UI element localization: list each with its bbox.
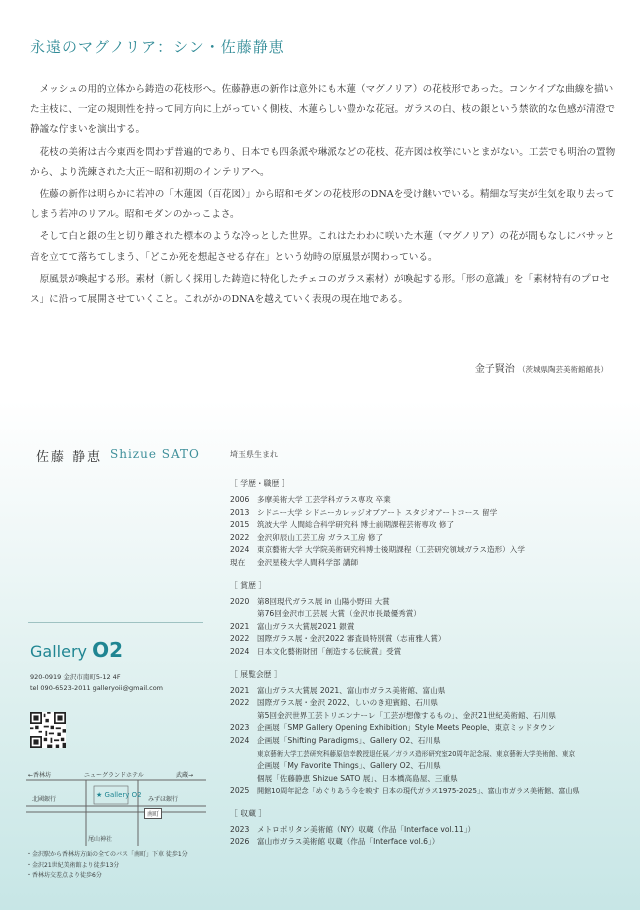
essay-paragraph: 花枝の美術は古今東西を問わず普遍的であり、日本でも四条派や琳派などの花枝、花卉図は枚挙にいとまがない。工芸でも明治の置物から、より洗練された大正〜昭和初期のインテリアへ。	[30, 146, 616, 178]
cv-year: 2021	[230, 621, 250, 631]
cv-text: 金沢卯辰山工芸工房 ガラス工房 修了	[257, 532, 384, 542]
cv-year: 2023	[230, 824, 250, 834]
cv-row	[230, 710, 630, 723]
cv-row	[230, 557, 630, 570]
cv-text: 開館10周年記念「めぐりあう今を映す 日本の現代ガラス1975-2025」、富山市ガラス美術館、富山県	[257, 786, 580, 796]
cv-text: 第76回金沢市工芸展 大賞（金沢市長最優秀賞）	[257, 609, 421, 619]
gallery-address: 920-0919 金沢市南町5-12 4F	[30, 673, 121, 681]
author-role: （茨城県陶芸美術館館長）	[518, 365, 608, 374]
cv-text: 富山ガラス大賞展2021 銀賞	[257, 621, 355, 631]
map-label-minamicho: 南町	[144, 808, 162, 819]
cv-year	[230, 710, 257, 723]
gallery-contact[interactable]: tel 090-6523-2011 galleryoii@gmail.com	[30, 684, 163, 692]
cv-row	[230, 685, 630, 698]
cv-row	[230, 836, 630, 849]
cv-row	[230, 773, 630, 786]
cv-year: 2026	[230, 837, 250, 847]
cv-row	[230, 722, 630, 735]
cv-row	[230, 748, 630, 761]
map-label-musashi: 武蔵→	[176, 772, 194, 779]
cv-row	[230, 697, 630, 710]
cv-year: 2022	[230, 634, 250, 644]
page-title: 永遠のマグノリア：シン・佐藤静恵	[30, 38, 285, 56]
access-note: ・金沢駅から香林坊方面の全てのバス「南町」下車 徒歩1分	[26, 851, 188, 858]
cv-year	[230, 773, 257, 786]
cv-row	[230, 760, 630, 773]
cv-year: 2015	[230, 520, 250, 530]
access-note: ・香林坊交差点より徒歩6分	[26, 872, 102, 879]
essay-paragraph: 佐藤の新作は明らかに若冲の「木蓮図（百花図）」から昭和モダンの花枝形のDNAを受け継いでいる。精細な写実が生気を取り去ってしまう若冲のリアル。昭和モダンのかっこよさ。	[30, 189, 615, 221]
cv-year	[230, 608, 257, 621]
cv-text: 企画展「SMP Gallery Opening Exhibition」Style Meets People、東京ミッドタウン	[257, 723, 556, 733]
map-label-mizuho-bank: みずほ銀行	[148, 796, 179, 803]
divider	[28, 622, 203, 623]
cv-text: 国際ガラス展・金沢2022 審査員特別賞（志甫雅人賞）	[257, 634, 446, 644]
essay-paragraph: そして白と銀の生と切り離された標本のような冷っとした世界。これはたわわに咲いた木蓮（マグノリア）の花が間もなしにバサッと音を立てて落ちてしまう、「どこか死を想起させる存在」という幼時の原風景が関わっている。	[30, 231, 615, 263]
cv-year: 2024	[230, 545, 250, 555]
cv-text: 個展「佐藤静恵 Shizue SATO 展」、日本橋高島屋、三重県	[257, 773, 458, 783]
cv-text: メトロポリタン美術館（NY）収蔵（作品「Interface vol.11」）	[257, 824, 476, 834]
cv-text: 富山ガラス大賞展 2021、富山市ガラス美術館、富山県	[257, 685, 446, 695]
star-icon: ★	[96, 791, 103, 799]
cv-text: 日本文化藝術財団「創造する伝統賞」受賞	[257, 646, 402, 656]
access-map	[26, 764, 206, 852]
cv-row	[230, 494, 630, 507]
essay-paragraph: メッシュの用的立体から鋳造の花枝形へ。佐藤静恵の新作は意外にも木蓮（マグノリア）の花枝形であった。コンケイブな曲線を描いた主枝に、一定の規則性を持って同方向に上がっていく側枝、木蓮らしい豊かな花冠。ガラスの白、枝の銀という禁欲的な色感が清澄で静謐な佇まいを演出する。	[30, 84, 615, 136]
map-gallery-marker	[96, 791, 142, 799]
artist-birthplace: 埼玉県生まれ	[230, 450, 278, 459]
cv-row	[230, 532, 630, 545]
cv-year: 2024	[230, 735, 250, 745]
cv-awards	[230, 580, 630, 659]
cv-year: 2025	[230, 786, 250, 796]
cv-text: 第8回現代ガラス展 in 山陽小野田 大賞	[257, 596, 390, 606]
section-heading: ［ 賞歴 ］	[230, 580, 267, 590]
cv-text: 金沢星稜大学人間科学部 講師	[257, 557, 359, 567]
cv-row	[230, 785, 630, 798]
map-label-hokkoku-bank: 北國銀行	[32, 796, 57, 803]
cv-row	[230, 735, 630, 748]
cv-text: 企画展「Shifting Paradigms」、Gallery O2、石川県	[257, 735, 441, 745]
cv-text: 筑波大学 人間総合科学研究科 博士前期課程芸術専攻 修了	[257, 520, 455, 530]
cv-year: 2022	[230, 698, 250, 708]
cv-text: 国際ガラス展・金沢 2022、しいのき迎賓館、石川県	[257, 698, 438, 708]
essay-paragraph: 原風景が喚起する形。素材（新しく採用した鋳造に特化したチェコのガラス素材）が喚起する形。「形の意識」を「素材特有のプロセス」に沿って展開させていくこと。これがかのDNAを越えていく表現の現在地である。	[30, 273, 610, 306]
cv-text: 東京藝術大学工芸研究科藤原信幸教授退任展／ガラス造形研究室20周年記念展、東京藝術大学美術館、東京	[257, 749, 576, 758]
section-heading: ［ 展覧会歴 ］	[230, 669, 282, 679]
cv-row	[230, 519, 630, 532]
author-name: 金子賢治	[474, 364, 515, 375]
map-gallery-label: Gallery O2	[104, 791, 142, 799]
section-heading: ［ 収蔵 ］	[230, 808, 267, 818]
cv-row	[230, 596, 630, 609]
cv-row	[230, 544, 630, 557]
map-label-oyama-shrine: 尾山神社	[88, 836, 113, 843]
cv-text: シドニー大学 シドニーカレッジオブアート スタジオアートコース 留学	[257, 507, 498, 517]
cv-text: 富山市ガラス美術館 収蔵（作品「Interface vol.6」）	[257, 837, 440, 847]
cv-row	[230, 646, 630, 659]
gallery-name: Gallery	[30, 642, 87, 661]
cv-year: 2022	[230, 532, 250, 542]
cv-text: 東京藝術大学 大学院美術研究科博士後期課程（工芸研究領域ガラス造形）入学	[257, 545, 525, 555]
cv-year: 2013	[230, 507, 250, 517]
gallery-address-block	[30, 672, 163, 694]
cv-row	[230, 608, 630, 621]
qr-code-icon[interactable]	[30, 712, 66, 748]
cv-text: 第5回金沢世界工芸トリエンナーレ「工芸が想像するもの」、金沢21世紀美術館、石川県	[257, 710, 556, 720]
artist-name: 佐藤 静恵	[36, 450, 103, 465]
cv-year: 2020	[230, 596, 250, 606]
artist-cv	[230, 478, 630, 859]
cv-text: 多摩美術大学 工芸学科ガラス専攻 卒業	[257, 495, 391, 504]
essay	[30, 80, 620, 312]
cv-row	[230, 621, 630, 634]
cv-collections	[230, 808, 630, 849]
access-note: ・金沢21世紀美術館より徒歩13分	[26, 861, 120, 869]
gallery-name-o2: O2	[92, 638, 123, 662]
access-notes	[26, 850, 188, 882]
cv-year: 2006	[230, 495, 250, 504]
map-label-korinbo: ←香林坊	[28, 772, 52, 779]
cv-row	[230, 507, 630, 520]
map-label-hotel: ニューグランドホテル	[84, 772, 144, 779]
cv-education	[230, 478, 630, 570]
artist-roman-name: Shizue SATO	[110, 447, 200, 461]
section-heading: ［ 学歴・職歴 ］	[230, 479, 290, 488]
cv-exhibitions	[230, 669, 630, 798]
cv-row	[230, 633, 630, 646]
cv-year	[230, 760, 257, 773]
cv-year: 2021	[230, 685, 250, 695]
cv-year: 2023	[230, 723, 250, 733]
gallery-logo	[30, 638, 123, 662]
cv-text: 企画展「My Favorite Things」、Gallery O2、石川県	[257, 761, 441, 771]
cv-row	[230, 824, 630, 837]
cv-year: 現在	[230, 557, 246, 567]
cv-year: 2024	[230, 646, 250, 656]
essay-author	[475, 360, 608, 375]
cv-year	[230, 748, 257, 761]
